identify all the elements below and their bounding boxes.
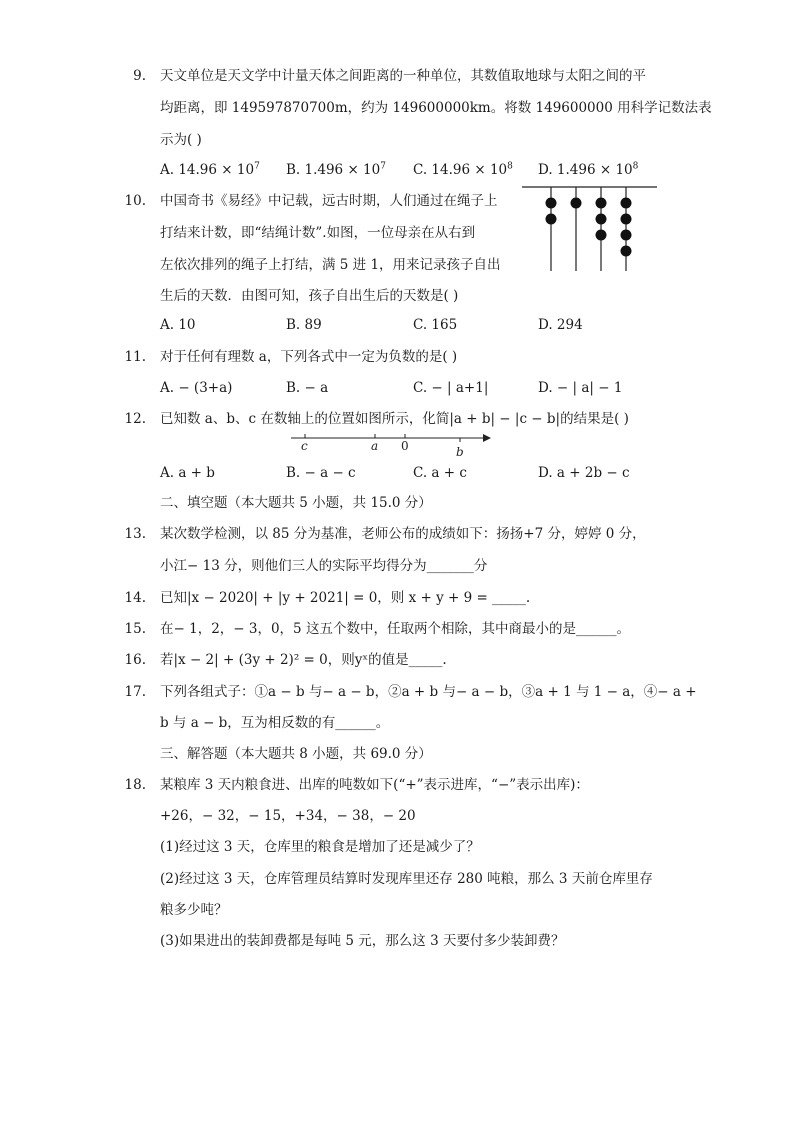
label-zero: 0 [401, 439, 409, 453]
question-number: 17. [124, 684, 146, 700]
question-number: 10. [124, 193, 146, 209]
option-b[interactable]: B. − a − c [286, 465, 356, 481]
knot [621, 198, 632, 209]
knot [621, 246, 632, 257]
option-b[interactable]: B. 89 [286, 317, 322, 333]
knot [571, 198, 582, 209]
knot-rope-figure [520, 184, 660, 274]
subquestion-3: (3)如果进出的装卸费都是每吨 5 元，那么这 3 天要付多少装卸费？ [160, 933, 565, 949]
label-c: c [301, 439, 308, 453]
knot [621, 230, 632, 241]
question-text: 示为( ) [160, 132, 202, 148]
option-d[interactable]: D. − | a| − 1 [538, 380, 623, 396]
option-c[interactable]: C. 165 [413, 317, 458, 333]
question-number: 14. [124, 590, 146, 606]
question-text: 已知|x − 2020| + |y + 2021| = 0，则 x + y + 9 = _____. [160, 590, 531, 606]
option-a[interactable]: A. 10 [160, 317, 196, 333]
knot [596, 198, 607, 209]
question-text: 某次数学检测，以 85 分为基准，老师公布的成绩如下：扬扬+7 分，婷婷 0 分， [160, 526, 646, 542]
section-heading: 三、解答题（本大题共 8 小题，共 69.0 分） [160, 746, 432, 762]
question-text: 打结来计数，即“结绳计数”.如图，一位母亲在从右到 [160, 225, 476, 241]
knot [621, 214, 632, 225]
label-b: b [456, 445, 464, 459]
option-a[interactable]: A. $14.96 \times 10^7$ [160, 161, 260, 178]
question-text: 若|x − 2| + (3y + 2)² = 0，则yˣ的值是_____. [160, 652, 447, 668]
data-list: +26，− 32，− 15，+34，− 38，− 20 [160, 808, 416, 824]
question-text: 在− 1，2，− 3，0，5 这五个数中，任取两个相除，其中商最小的是______。 [160, 621, 630, 637]
option-d[interactable]: D. a + 2b − c [538, 465, 630, 481]
question-text: 对于任何有理数 a，下列各式中一定为负数的是( ) [160, 349, 458, 365]
knot [546, 214, 557, 225]
question-text: 某粮库 3 天内粮食进、出库的吨数如下(“+”表示进库，“−”表示出库)： [160, 777, 589, 793]
option-b[interactable]: B. $1.496 \times 10^7$ [286, 161, 386, 178]
option-d[interactable]: D. 294 [538, 317, 583, 333]
question-number: 12. [124, 411, 146, 427]
question-number: 9. [133, 68, 146, 84]
question-text: b 与 a − b，互为相反数的有______。 [160, 715, 390, 731]
question-number: 18. [124, 777, 146, 793]
knot [596, 230, 607, 241]
option-a[interactable]: A. − (3+a) [160, 380, 233, 396]
question-number: 16. [124, 652, 146, 668]
subquestion-2-cont: 粮多少吨？ [160, 902, 228, 918]
question-text: 均距离，即 149597870700m，约为 149600000km。将数 149600000 用科学记数法表 [160, 100, 712, 116]
option-d[interactable]: D. $1.496 \times 10^8$ [538, 161, 639, 178]
option-c[interactable]: C. − | a+1| [413, 380, 489, 396]
section-heading: 二、填空题（本大题共 5 小题，共 15.0 分） [160, 495, 432, 511]
option-b[interactable]: B. − a [286, 380, 329, 396]
subquestion-2: (2)经过这 3 天，仓库管理员结算时发现库里还存 280 吨粮，那么 3 天前仓库里存 [160, 871, 653, 887]
question-number: 13. [124, 526, 146, 542]
question-text: 生后的天数．由图可知，孩子自出生后的天数是( ) [160, 288, 459, 304]
label-a: a [371, 439, 379, 453]
number-line-figure [285, 428, 495, 462]
option-c[interactable]: C. a + c [413, 465, 467, 481]
question-text: 左依次排列的绳子上打结，满 5 进 1，用来记录孩子自出 [160, 257, 501, 273]
knot [596, 214, 607, 225]
axis-arrow [483, 434, 491, 442]
option-c[interactable]: C. $14.96 \times 10^8$ [413, 161, 513, 178]
question-number: 11. [124, 349, 146, 365]
knot [546, 198, 557, 209]
question-text: 天文单位是天文学中计量天体之间距离的一种单位，其数值取地球与太阳之间的平 [160, 68, 646, 84]
question-text: 下列各组式子：①a − b 与− a − b，②a + b 与− a − b，③a + 1 与 1 − a，④− a + [160, 684, 697, 700]
option-a[interactable]: A. a + b [160, 465, 215, 481]
question-text: 已知数 a、b、c 在数轴上的位置如图所示，化简|a + b| − |c − b|的结果是( ) [160, 411, 629, 427]
subquestion-1: (1)经过这 3 天，仓库里的粮食是增加了还是减少了？ [160, 839, 480, 855]
question-number: 15. [124, 621, 146, 637]
question-text: 中国奇书《易经》中记载，远古时期，人们通过在绳子上 [160, 193, 498, 209]
question-text: 小江− 13 分，则他们三人的实际平均得分为_______分 [160, 558, 488, 574]
